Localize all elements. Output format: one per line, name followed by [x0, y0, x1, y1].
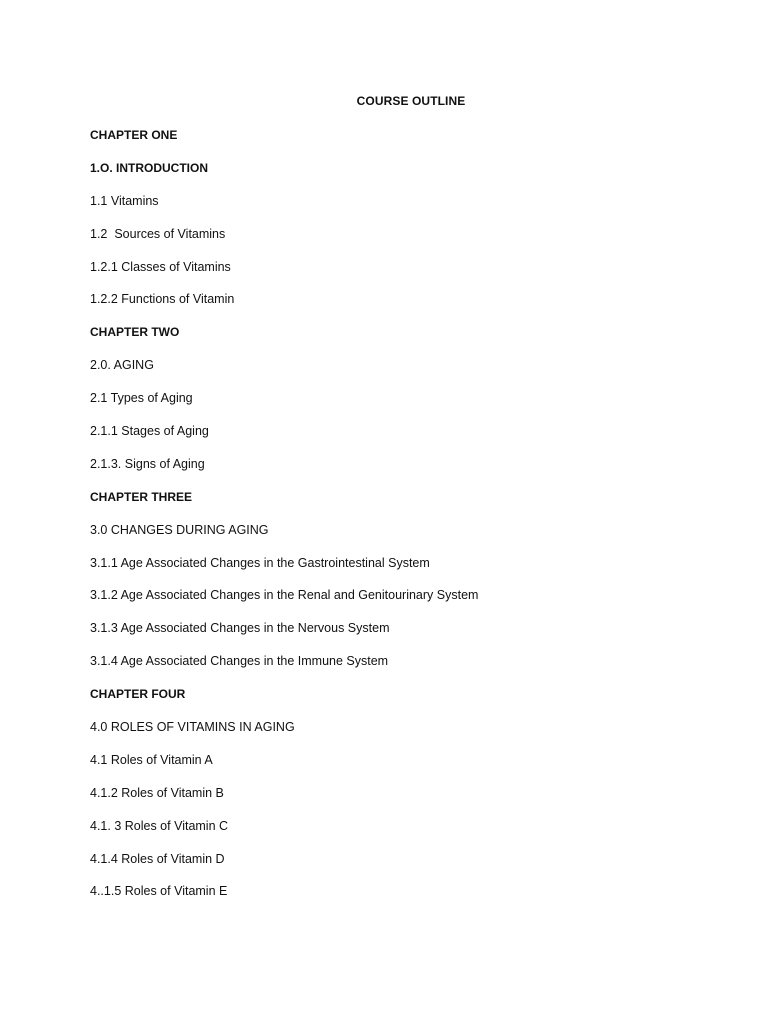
outline-item: 4.1 Roles of Vitamin A [90, 752, 213, 767]
chapter-heading: 1.O. INTRODUCTION [90, 160, 209, 175]
outline-item: 1.2.2 Functions of Vitamin [90, 292, 235, 307]
outline-item: 2.1.3. Signs of Aging [90, 456, 205, 471]
outline-item: 2.1 Types of Aging [90, 391, 193, 406]
outline-item: 4..1.5 Roles of Vitamin E [90, 884, 228, 899]
outline-item: 4.1.2 Roles of Vitamin B [90, 785, 224, 800]
outline-item: 2.0. AGING [90, 358, 154, 373]
outline-item: 4.0 ROLES OF VITAMINS IN AGING [90, 720, 295, 735]
outline-item: 1.1 Vitamins [90, 193, 159, 208]
outline-item: 4.1. 3 Roles of Vitamin C [90, 818, 229, 833]
outline-item: 3.0 CHANGES DURING AGING [90, 522, 269, 537]
outline-item: 2.1.1 Stages of Aging [90, 424, 209, 439]
outline-item: 1.2 Sources of Vitamins [90, 226, 226, 241]
outline-item: 3.1.3 Age Associated Changes in the Nervous System [90, 621, 390, 636]
chapter-heading: CHAPTER FOUR [90, 687, 186, 702]
outline-item: 4.1.4 Roles of Vitamin D [90, 851, 225, 866]
outline-item: 3.1.1 Age Associated Changes in the Gastrointestinal System [90, 555, 430, 570]
course-outline-list [90, 127, 740, 916]
outline-item: 3.1.2 Age Associated Changes in the Renal and Genitourinary System [90, 588, 479, 603]
chapter-heading: CHAPTER THREE [90, 489, 193, 504]
chapter-heading: CHAPTER TWO [90, 325, 180, 340]
outline-item: 3.1.4 Age Associated Changes in the Immune System [90, 654, 389, 669]
chapter-heading: CHAPTER ONE [90, 128, 178, 142]
outline-item: 1.2.1 Classes of Vitamins [90, 259, 231, 274]
document-title: COURSE OUTLINE [356, 94, 466, 108]
